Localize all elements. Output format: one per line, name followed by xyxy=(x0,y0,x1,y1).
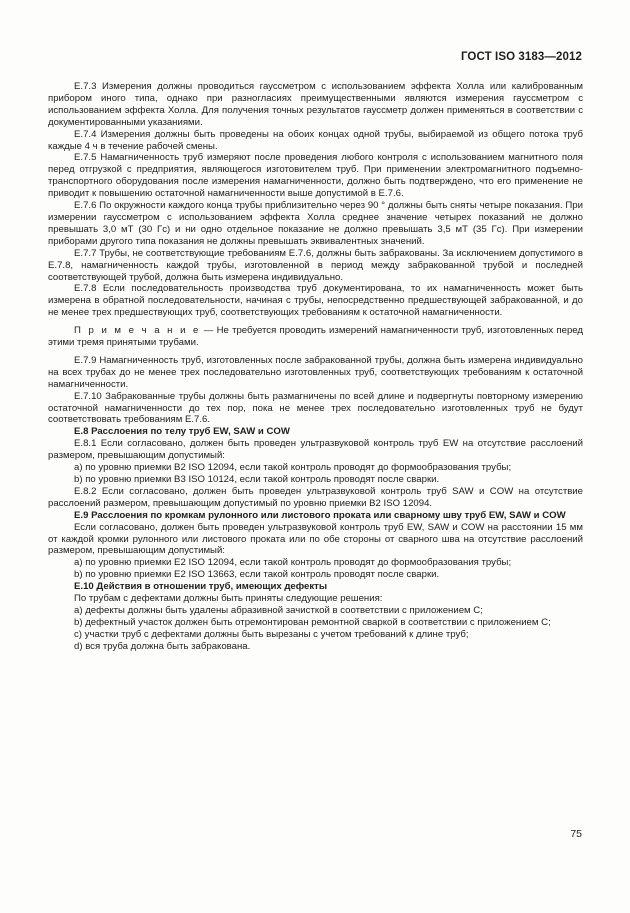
section-heading-e8: Е.8 Расслоения по телу труб EW, SAW и COW xyxy=(74,426,290,438)
paragraph-e7-10: Е.7.10 Забракованные трубы должны быть размагничены по всей длине и подвергнуты повторному измерению остаточной намагниченности до тех пор, пока не менее трех последовательно изготовленных труб не будут соответствовать требованиям Е.7.6. xyxy=(48,390,583,426)
page-body xyxy=(48,81,583,653)
section-heading-e9: Е.9 Расслоения по кромкам рулонного или листового проката или сварному шву труб EW, SAW и COW xyxy=(74,509,566,521)
paragraph-e8-1: Е.8.1 Если согласовано, должен быть проведен ультразвуковой контроль труб EW на отсутствие расслоений размером, превышающим допустимый: xyxy=(48,438,583,462)
note xyxy=(48,325,583,349)
paragraph-e7-5: Е.7.5 Намагниченность труб измеряют после проведения любого контроля с использованием магнитного поля перед отгрузкой с предприятия, являющегося изготовителем труб. При применении электромагнитного подъемно-транспортного оборудования после измерения намагниченности, должно быть подтверждено, что его применение не приводит к повышению остаточной намагниченности выше допустимой в Е.7.6. xyxy=(48,152,583,200)
paragraph-e8-2: Е.8.2 Если согласовано, должен быть проведен ультразвуковой контроль труб SAW и COW на отсутствие расслоений размером, превышающим допустимый по уровню приемки В2 ISO 12094. xyxy=(48,485,583,509)
paragraph-e7-6: Е.7.6 По окружности каждого конца трубы приблизительно через 90 ° должны быть сняты четыре показания. При измерении гауссметром с использованием эффекта Холла среднее значение четырех показаний не должно превышать 3,0 мТ (30 Гс) и ни одно отдельное показание не должно превышать 3,5 мТ (35 Гс). При измерении приборами другого типа показания не должны превышать эквивалентных значений. xyxy=(48,200,583,247)
paragraph-e7-3: Е.7.3 Измерения должны проводиться гауссметром с использованием эффекта Холла или калиброванным прибором иного типа, однако при разногласиях преимущественными являются измерения гауссметром с использованием эффекта Холла. Для получения точных результатов гауссметр должен применяться в соответствии с документированными указаниями. xyxy=(48,81,583,128)
paragraph-e7-7: Е.7.7 Трубы, не соответствующие требованиям Е.7.6, должны быть забракованы. За исключением допустимого в Е.7.8, намагниченность каждой трубы, изготовленной в период между забракованной трубой и последней соответствующей трубой, должна быть измерена индивидуально. xyxy=(48,247,583,283)
list-item: a) дефекты должны быть удалены абразивной зачисткой в соответствии с приложением С; xyxy=(74,604,483,616)
page-number: 75 xyxy=(570,828,582,840)
document-header: ГОСТ ISO 3183—2012 xyxy=(460,51,582,63)
paragraph-e7-8: Е.7.8 Если последовательность производства труб документирована, то их намагниченность может быть измерена в обратной последовательности, начиная с трубы, непосредственно предшествующей забракованной, и до не менее трех предшествующих труб, соответствующих требованиям к остаточной намагниченности. xyxy=(48,283,583,319)
list-item: a) по уровню приемки В2 ISO 12094, если такой контроль проводят до формообразования трубы; xyxy=(74,462,512,474)
list-item: b) по уровню приемки В3 ISO 10124, если такой контроль проводят после сварки. xyxy=(74,474,440,485)
paragraph-e7-9: Е.7.9 Намагниченность труб, изготовленных после забракованной трубы, должна быть измерена индивидуально на всех трубах до не менее трех последовательно изготовленных труб, соответствующих требованиям к остаточной намагниченности. xyxy=(48,354,583,390)
paragraph-e10: По трубам с дефектами должны быть приняты следующие решения: xyxy=(74,593,383,605)
paragraph-e9: Если согласовано, должен быть проведен ультразвуковой контроль труб EW, SAW и COW на расстоянии 15 мм от каждой кромки рулонного или листового проката или по обе стороны от сварного шва на отсутствие расслоений размером, превышающим допустимый: xyxy=(48,521,583,557)
paragraph-e7-4: Е.7.4 Измерения должны быть проведены на обоих концах одной трубы, выбираемой из общего потока труб каждые 4 ч в течение рабочей смены. xyxy=(48,128,583,152)
list-item: d) вся труба должна быть забракована. xyxy=(74,640,251,652)
section-heading-e10: Е.10 Действия в отношении труб, имеющих дефекты xyxy=(74,581,328,593)
list-item: b) дефектный участок должен быть отремонтирован ремонтной сваркой в соответствии с приложением С; xyxy=(74,616,551,628)
list-item: a) по уровню приемки Е2 ISO 12094, если такой контроль проводят до формообразования трубы; xyxy=(74,557,512,569)
list-item: b) по уровню приемки Е2 ISO 13663, если такой контроль проводят после сварки. xyxy=(74,569,440,581)
list-item: c) участки труб с дефектами должны быть вырезаны с учетом требований к длине труб; xyxy=(74,628,469,640)
note-label: П р и м е ч а н и е xyxy=(74,325,201,337)
note-text: — Не требуется проводить измерений намагниченности труб, изготовленных перед этими тремя принятыми трубами. xyxy=(48,325,583,349)
